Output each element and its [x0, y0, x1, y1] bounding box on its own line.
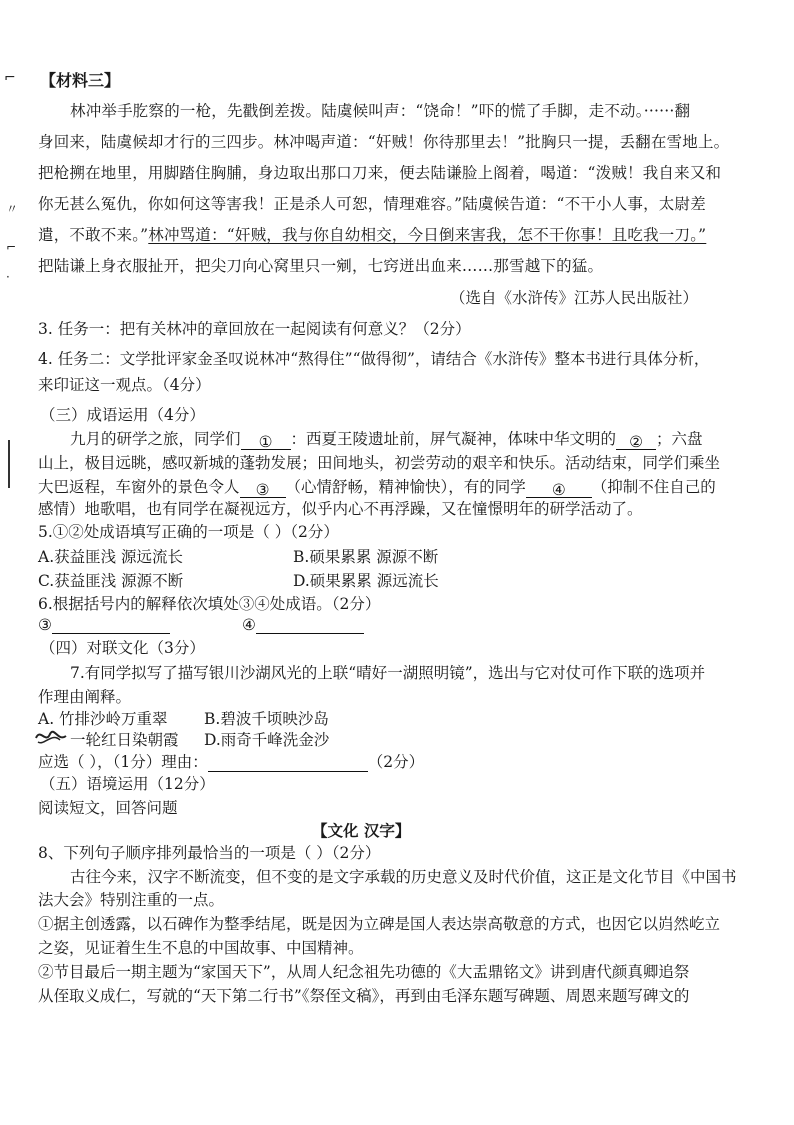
story-line: 把陆谦上身衣服扯开，把尖刀向心窝里只一剜，七窍迸出血来……那雪越下的猛。 [38, 257, 604, 275]
option-a: A. 竹排沙岭万重翠 [38, 710, 168, 728]
answer-line [52, 615, 170, 634]
text: （2分） [367, 753, 425, 771]
option-d: D.硕果累累 源远流长 [293, 572, 439, 590]
question-8: 8、下列句子顺序排列最恰当的一项是（ ）（2分） [38, 844, 381, 862]
blank-number: ④ [242, 616, 256, 634]
paragraph-line: 山上，极目远眺，感叹新城的蓬勃发展；田间地头，初尝劳动的艰辛和快乐。活动结束，同学们乘坐 [38, 454, 721, 472]
blank-3[interactable] [240, 479, 286, 498]
underlined-quote: 林冲骂道：“奸贼，我与你自幼相交，今日倒来害我，怎不干你事！且吃我一刀。” [148, 226, 707, 244]
story-line: 林冲举手肐察的一枪，先戳倒差拨。陆虞候叫声：“饶命！”吓的慌了手脚，走不动。······翻 [70, 102, 691, 120]
story-line [38, 224, 706, 246]
text: 大巴返程，车窗外的景色令人 [38, 478, 240, 496]
sentence-2: ②节目最后一期主题为“家国天下”，从周人纪念祖先功德的《大盂鼎铭文》讲到唐代颜真卿追祭 [38, 963, 690, 981]
option-c: C.获益匪浅 源源不断 [38, 572, 184, 590]
sentence-1: ①据主创透露，以石碑作为整季结尾，既是因为立碑是国人表达崇高敬意的方式，也因它以岿然屹立 [38, 915, 721, 933]
text: （心情舒畅，精神愉快），有的同学 [285, 478, 526, 496]
story-line: 你无甚么冤仇，你如何这等害我！正是杀人可恕，情理难容。”陆虞候告道：“不干小人事，太尉差 [38, 195, 706, 213]
text: （抑制不住自己的 [591, 478, 716, 496]
question-3: 3. 任务一：把有关林冲的章回放在一起阅读有何意义？（2分） [38, 320, 471, 338]
reason-blank[interactable] [208, 753, 368, 772]
question-5: 5.①②处成语填写正确的一项是（ ）（2分） [38, 523, 339, 541]
question-6: 6.根据括号内的解释依次填处③④处成语。（2分） [38, 595, 381, 613]
material-title: 【材料三】 [40, 71, 121, 90]
scan-mark: 〃 [6, 202, 19, 216]
blank-number: ① [258, 433, 273, 451]
story-text: 遣，不敢不来。” [38, 226, 149, 244]
source-citation: （选自《水浒传》江苏人民出版社） [449, 289, 698, 307]
sentence-1-cont: 之姿，见证着生生不息的中国故事、中国精神。 [38, 939, 364, 957]
story-line: 身回来，陆虞候却才行的三四步。林冲喝声道：“奸贼！你待那里去！”批胸只一提，丢翻在雪地上。 [38, 133, 730, 151]
text: 九月的研学之旅，同学们 [70, 430, 241, 448]
question-7-cont: 作理由阐释。 [38, 688, 132, 706]
paragraph-line: 感情）地歌唱，也有同学在凝视远方，似乎内心不再浮躁，又在憧憬明年的研学活动了。 [38, 500, 643, 518]
story-line: 把枪搠在地里，用脚踏住胸脯，身边取出那口刀来，便去陆谦脸上阁着，喝道：“泼贼！我自来又和 [38, 164, 722, 182]
answer-blank-4[interactable] [242, 615, 364, 634]
blank-number: ④ [551, 481, 566, 499]
question-4-cont: 来印证这一观点。（4分） [38, 376, 211, 394]
paragraph-line [70, 428, 703, 450]
scan-mark: ⌐ [4, 70, 16, 86]
option-d: D.雨奇千峰洗金沙 [204, 731, 330, 749]
question-4: 4. 任务二：文学批评家金圣叹说林冲“熬得住”“做得彻”，请结合《水浒传》整本书进行具体分析， [38, 350, 710, 368]
scan-mark: · [6, 270, 10, 284]
question-7: 7.有同学拟写了描写银川沙湖风光的上联“晴好一湖照明镜”，选出与它对仗可作下联的选项并 [70, 664, 706, 682]
article-line: 法大会》特别注重的一点。 [38, 891, 225, 909]
paragraph-line [38, 476, 716, 498]
section-title: （三）成语运用（4分） [40, 406, 205, 424]
blank-number: ③ [38, 616, 52, 634]
option-c: 一轮红日染朝霞 [70, 731, 179, 749]
text: 应选（ ），（1分）理由： [38, 753, 208, 771]
scribble-mark [34, 726, 68, 748]
answer-line [256, 615, 364, 634]
reading-intro: 阅读短文，回答问题 [38, 799, 178, 817]
text: ：西夏王陵遗址前，屏气凝神，体味中华文明的 [290, 430, 617, 448]
option-a: A.获益匪浅 源远流长 [38, 548, 184, 566]
answer-line-7 [38, 750, 424, 772]
sentence-2-cont: 从侄取义成仁，写就的“天下第二行书”《祭侄文稿》，再到由毛泽东题写碑题、周恩来题写碑文的 [38, 987, 690, 1005]
blank-2[interactable] [616, 431, 656, 450]
option-b: B.碧波千顷映沙岛 [204, 710, 329, 728]
option-b: B.硕果累累 源源不断 [293, 548, 439, 566]
article-line: 古往今来，汉字不断流变，但不变的是文字承载的历史意义及时代价值，这正是文化节目《中国书 [70, 868, 737, 886]
text: ；六盘 [656, 430, 703, 448]
blank-number: ② [629, 433, 643, 451]
scan-mark: ⌐ [6, 240, 17, 254]
blank-4[interactable] [526, 479, 592, 498]
section-title: （四）对联文化（3分） [40, 639, 205, 657]
blank-number: ③ [255, 481, 270, 499]
section-title: （五）语境运用（12分） [40, 775, 215, 793]
answer-blank-3[interactable] [38, 615, 170, 634]
article-heading: 【文化 汉字】 [312, 821, 411, 840]
scan-bar [8, 440, 10, 488]
blank-1[interactable] [241, 431, 291, 450]
